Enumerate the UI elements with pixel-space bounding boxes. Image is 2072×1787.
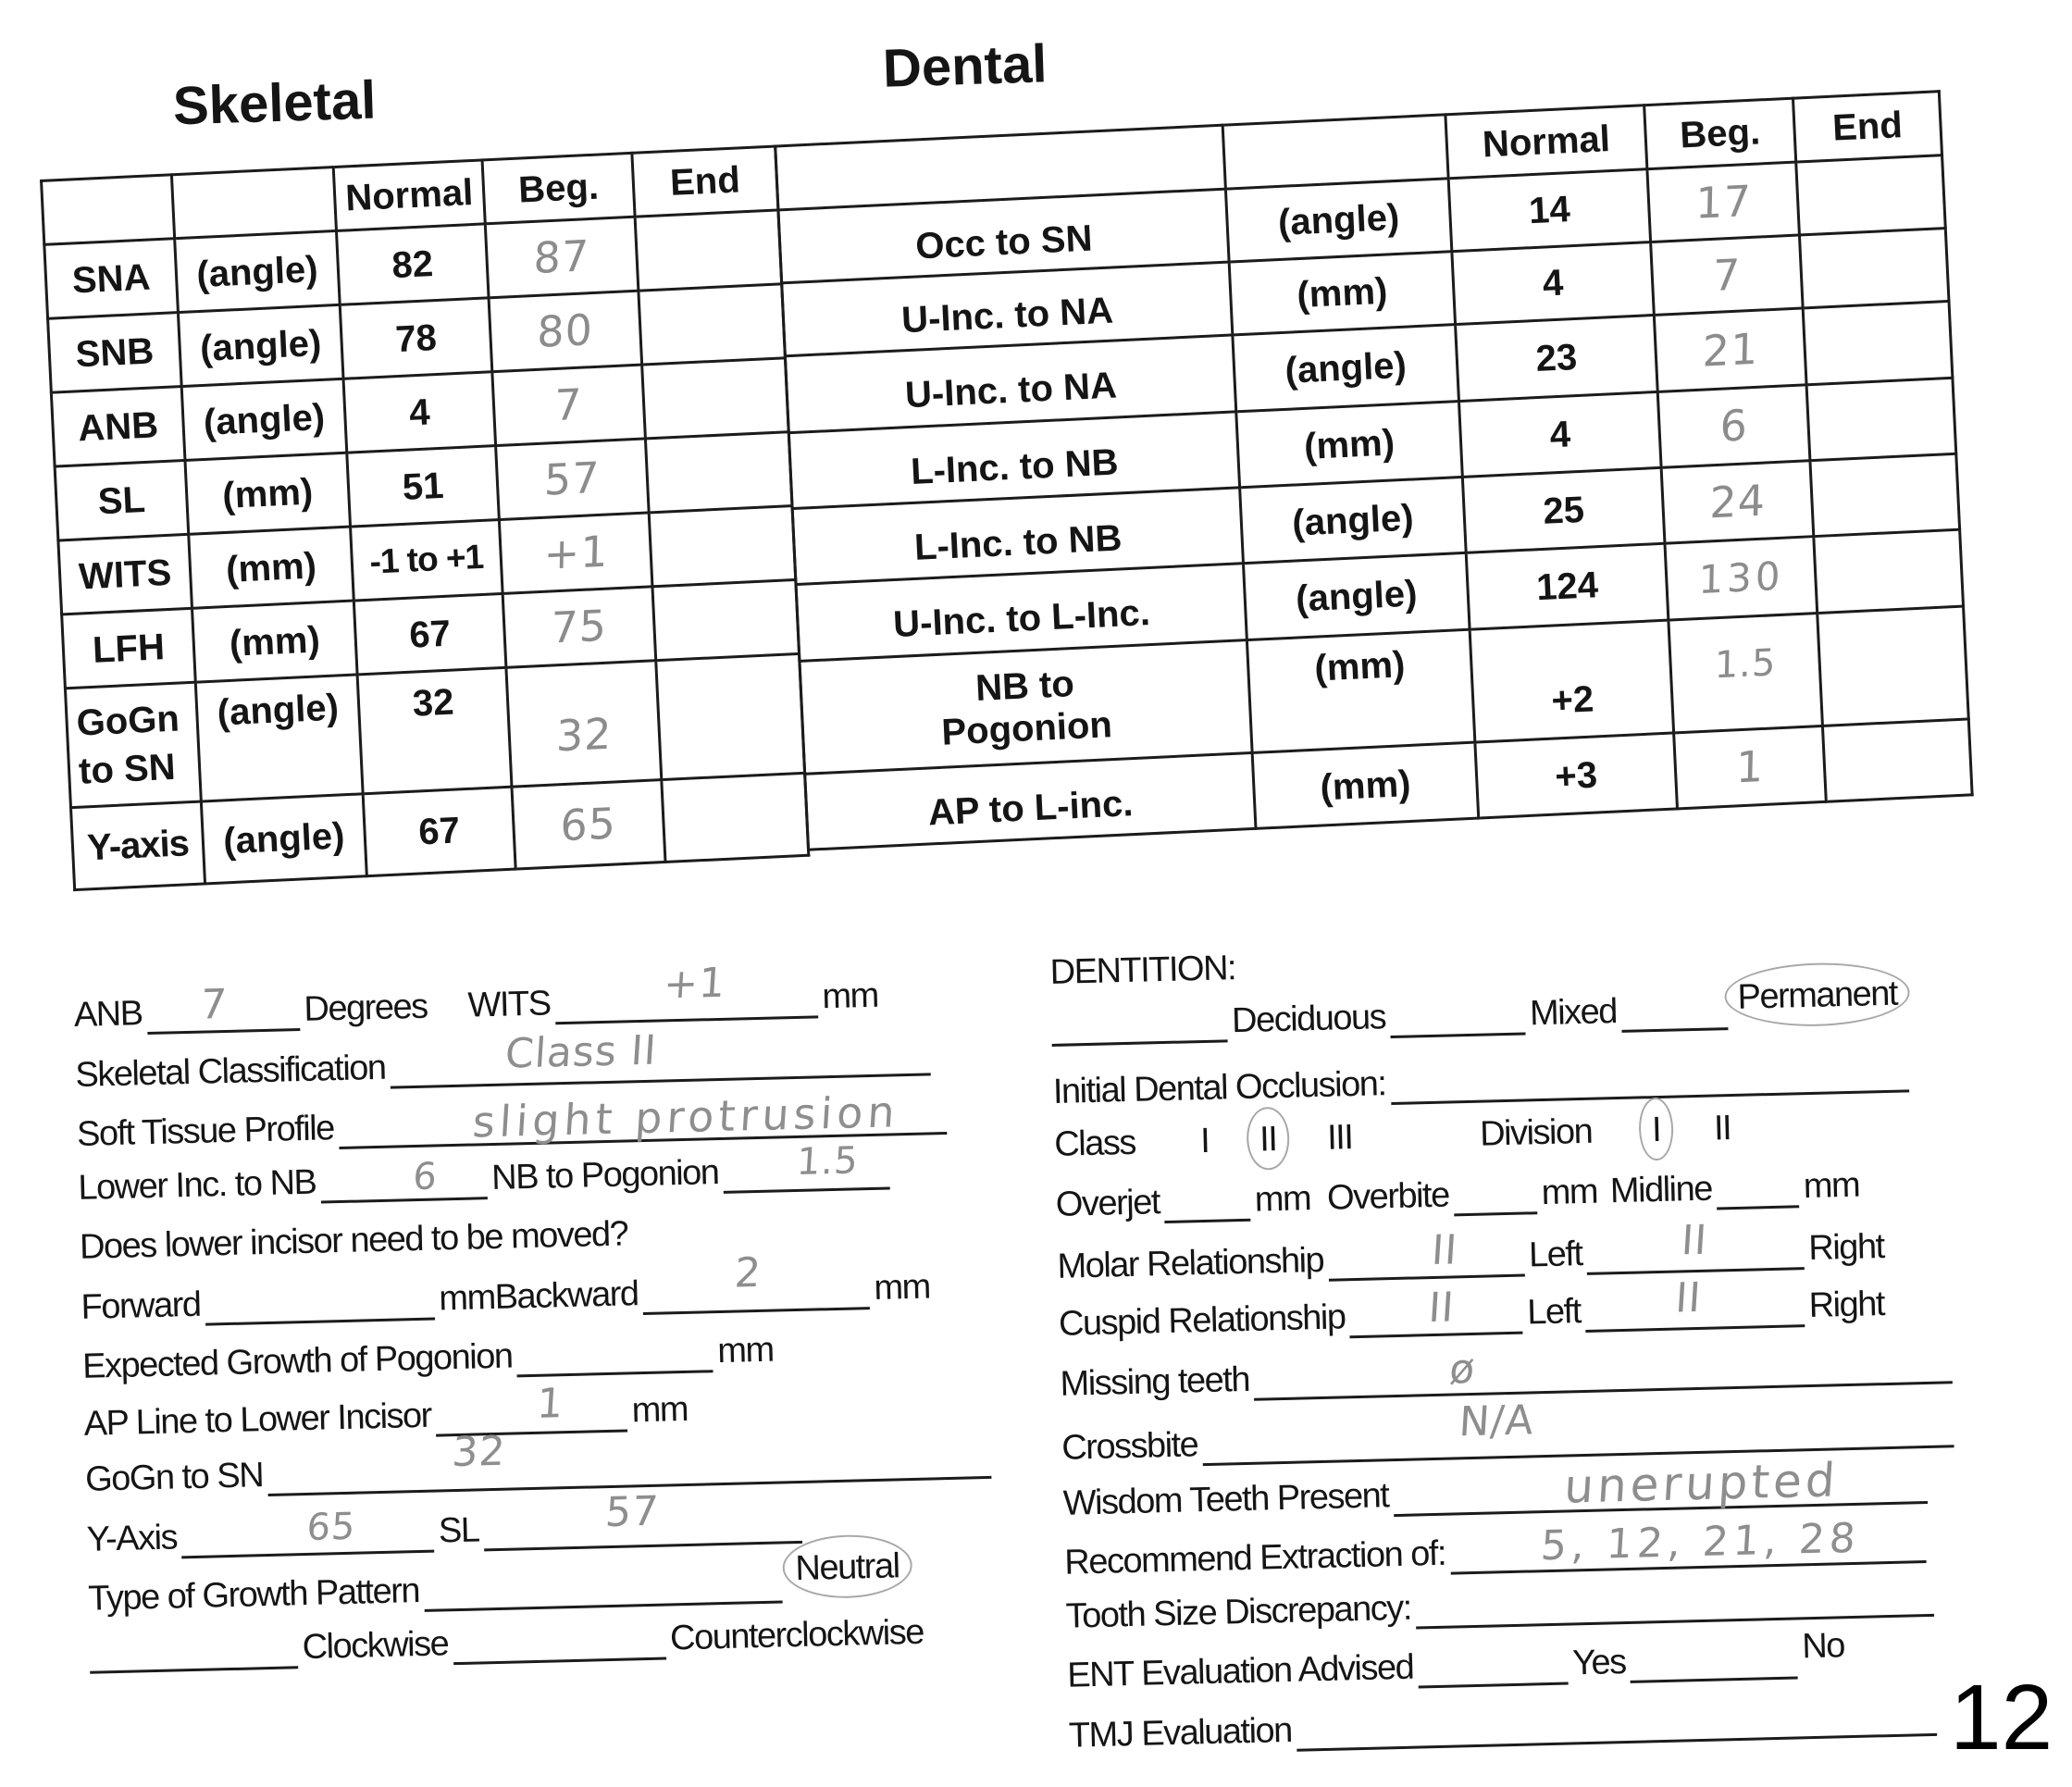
header-empty-cell <box>171 168 336 239</box>
molar-left-field <box>1328 1226 1525 1282</box>
dentition-title-line <box>1049 941 1236 994</box>
beg-value: 57 <box>543 452 602 505</box>
skeletal-summary-section <box>73 958 1026 1683</box>
normal-cell: 25 <box>1462 467 1665 552</box>
unit-cell: (angle) <box>178 304 343 386</box>
ent-label: ENT Evaluation Advised <box>1066 1647 1414 1695</box>
overjet-field <box>1163 1176 1250 1223</box>
division-option-1: I <box>1651 1110 1661 1150</box>
normal-cell: +3 <box>1475 733 1678 818</box>
normal-cell: 4 <box>1452 242 1654 325</box>
measure-cell: U-Inc. to NA <box>782 262 1233 356</box>
normal-cell: 32 <box>357 667 512 793</box>
backward-field <box>642 1248 870 1315</box>
ap-line-label: AP Line to Lower Incisor <box>83 1396 432 1444</box>
end-cell <box>1799 229 1949 308</box>
wits-field <box>554 959 818 1024</box>
beg-cell <box>512 780 665 870</box>
growth-pattern-label: Type of Growth Pattern <box>87 1571 420 1619</box>
dentition-option-mixed: Mixed <box>1529 992 1618 1034</box>
unit-cell: (angle) <box>1233 325 1459 412</box>
end-cell <box>1803 301 1953 384</box>
unit-cell: (mm) <box>1247 629 1474 752</box>
skeletal-classification-field <box>390 1026 931 1088</box>
unit-cell: (angle) <box>181 378 347 460</box>
forward-unit: mm <box>438 1277 496 1319</box>
end-cell <box>652 580 800 661</box>
extraction-field <box>1449 1514 1926 1575</box>
class-option-3: III <box>1326 1118 1353 1158</box>
division-option-2: II <box>1713 1109 1731 1148</box>
y-axis-sl-line <box>86 1487 807 1561</box>
molar-right-field <box>1586 1216 1805 1275</box>
normal-cell: -1 to +1 <box>351 520 503 601</box>
overbite-unit: mm <box>1541 1172 1598 1213</box>
beg-value: 21 <box>1701 323 1759 377</box>
cuspid-right-value: II <box>1673 1273 1703 1322</box>
expected-growth-field <box>516 1327 713 1377</box>
beg-value: +1 <box>542 526 609 579</box>
class-option-1: I <box>1199 1121 1210 1161</box>
dental-table <box>774 90 1974 851</box>
molar-right-label: Right <box>1807 1227 1885 1269</box>
beg-cell <box>1674 726 1827 808</box>
beg-cell <box>499 513 652 594</box>
forward-field <box>205 1275 435 1326</box>
beg-cell <box>496 439 650 520</box>
division-label: Division <box>1479 1111 1593 1154</box>
cuspid-right-field <box>1584 1273 1805 1333</box>
anb-field <box>146 980 300 1035</box>
sl-field <box>483 1487 802 1551</box>
wisdom-teeth-field <box>1393 1453 1928 1517</box>
end-cell <box>639 284 786 365</box>
beg-value: 32 <box>555 708 614 761</box>
beg-value: 24 <box>1708 475 1767 528</box>
dentition-option-deciduous: Deciduous <box>1231 998 1386 1041</box>
incisor-question: Does lower incisor need to be moved? <box>79 1214 628 1267</box>
backward-label: Backward <box>494 1274 639 1317</box>
growth-option-clockwise: Clockwise <box>302 1624 449 1668</box>
normal-cell: 4 <box>1458 391 1661 477</box>
skeletal-table <box>40 144 810 891</box>
measure-cell: Occ to SN <box>778 189 1229 283</box>
end-cell <box>635 210 782 291</box>
overbite-label: Overbite <box>1326 1175 1450 1218</box>
unit-cell: (angle) <box>201 794 366 884</box>
wits-unit: mm <box>821 975 879 1017</box>
end-cell <box>642 358 789 439</box>
end-cell <box>1822 719 1972 801</box>
beg-cell <box>1647 162 1800 242</box>
end-cell <box>1810 453 1960 536</box>
beg-cell <box>1654 308 1806 391</box>
unit-cell: (mm) <box>1252 742 1479 828</box>
forward-label: Forward <box>81 1284 201 1327</box>
permanent-field <box>1620 985 1728 1033</box>
extraction-value: 5, 12, 21, 28 <box>1539 1514 1862 1570</box>
measure-cell: SL <box>55 460 189 540</box>
end-cell <box>649 506 796 587</box>
measure-cell: L-Inc. to NB <box>792 488 1243 585</box>
growth-option-counterclockwise: Counterclockwise <box>669 1612 924 1658</box>
anb-value: 7 <box>198 980 229 1029</box>
cuspid-left-field <box>1349 1284 1523 1339</box>
counterclockwise-field <box>453 1615 666 1666</box>
tooth-size-field <box>1415 1571 1934 1630</box>
molar-label: Molar Relationship <box>1057 1240 1324 1286</box>
measure-cell: SNA <box>44 239 179 319</box>
measure-cell <box>800 640 1252 775</box>
ap-line-line <box>83 1380 689 1446</box>
measure-text: GoGn to SN <box>75 698 180 792</box>
unit-cell: (mm) <box>1229 252 1455 335</box>
header-beg: Beg. <box>482 153 635 224</box>
question-line <box>79 1207 627 1268</box>
beg-value: 1 <box>1735 740 1765 793</box>
beg-cell <box>489 291 642 372</box>
tmj-field <box>1296 1691 1937 1752</box>
measure-cell: Y-axis <box>71 801 205 890</box>
wits-value: +1 <box>662 959 727 1009</box>
dentition-section <box>1049 921 2006 1757</box>
crossbite-field <box>1202 1396 1954 1466</box>
ap-line-unit: mm <box>631 1389 689 1431</box>
wits-label: WITS <box>467 984 552 1025</box>
dental-title: Dental <box>882 33 1048 99</box>
beg-cell <box>485 217 639 298</box>
end-cell <box>1806 378 1956 460</box>
soft-tissue-profile-label: Soft Tissue Profile <box>76 1109 335 1154</box>
nb-to-pogonion-field <box>723 1139 890 1194</box>
beg-value: 80 <box>537 304 594 357</box>
measure-cell <box>65 682 201 807</box>
unit-cell: (mm) <box>185 453 351 534</box>
tmj-line <box>1068 1688 1942 1757</box>
overjet-unit: mm <box>1254 1179 1311 1220</box>
initial-occlusion-label: Initial Dental Occlusion: <box>1052 1064 1386 1111</box>
unit-cell: (angle) <box>1225 179 1451 262</box>
clockwise-field <box>89 1623 298 1673</box>
header-normal: Normal <box>1445 105 1647 179</box>
missing-teeth-label: Missing teeth <box>1060 1359 1250 1404</box>
end-cell <box>1796 155 1946 235</box>
unit-cell: (angle) <box>1243 552 1470 639</box>
missing-teeth-line <box>1060 1335 1957 1406</box>
expected-growth-line <box>81 1323 774 1388</box>
measure-cell: U-Inc. to NA <box>785 335 1235 433</box>
cuspid-label: Cuspid Relationship <box>1058 1297 1346 1344</box>
measure-cell: U-Inc. to L-Inc. <box>796 564 1247 662</box>
ent-no-label: No <box>1801 1626 1845 1667</box>
molar-line <box>1057 1216 1885 1288</box>
tmj-label: TMJ Evaluation <box>1068 1710 1293 1756</box>
class-option-2: II <box>1259 1120 1277 1160</box>
overjet-line <box>1055 1159 1859 1226</box>
beg-value: 1.5 <box>1713 640 1777 687</box>
y-axis-field <box>180 1505 434 1559</box>
deciduous-field <box>1051 997 1228 1047</box>
ent-yes-label: Yes <box>1571 1643 1627 1683</box>
beg-cell <box>502 587 656 668</box>
beg-cell <box>1665 537 1818 620</box>
normal-cell: 67 <box>363 787 515 875</box>
anb-wits-line <box>73 959 879 1036</box>
gogn-to-sn-field <box>267 1427 991 1496</box>
skeletal-classification-label: Skeletal Classification <box>74 1048 387 1095</box>
backward-value: 2 <box>733 1248 763 1297</box>
normal-cell: +2 <box>1470 620 1674 742</box>
gogn-to-sn-label: GoGn to SN <box>84 1456 264 1499</box>
crossbite-label: Crossbite <box>1061 1425 1198 1468</box>
initial-occlusion-field <box>1390 1047 1909 1105</box>
normal-cell: 4 <box>343 372 496 453</box>
beg-value: 7 <box>553 378 584 431</box>
ap-line-value: 1 <box>535 1380 566 1428</box>
backward-unit: mm <box>873 1267 931 1308</box>
normal-cell: 51 <box>347 446 500 527</box>
midline-field <box>1716 1162 1799 1210</box>
beg-value: 130 <box>1697 552 1784 602</box>
tooth-size-label: Tooth Size Discrepancy: <box>1065 1588 1412 1636</box>
cuspid-right-label: Right <box>1808 1284 1885 1326</box>
page-number: 12 <box>1950 1666 2053 1769</box>
measure-cell: AP to L-inc. <box>805 752 1256 850</box>
normal-cell: 67 <box>354 593 506 674</box>
header-end: End <box>632 146 778 217</box>
dentition-title: DENTITION: <box>1049 949 1236 992</box>
growth-pattern-field <box>423 1557 782 1611</box>
ent-no-field <box>1630 1633 1798 1682</box>
sl-label: SL <box>438 1510 479 1551</box>
ent-yes-field <box>1418 1640 1569 1689</box>
normal-cell: 78 <box>340 298 492 378</box>
dentition-option-permanent: Permanent <box>1737 974 1898 1017</box>
y-axis-value: 65 <box>305 1505 358 1550</box>
overbite-field <box>1453 1169 1537 1216</box>
cuspid-line <box>1058 1273 1885 1346</box>
cephalometric-tables <box>40 90 1974 891</box>
midline-unit: mm <box>1803 1165 1860 1207</box>
missing-teeth-value: ø <box>1448 1345 1478 1394</box>
missing-teeth-field <box>1253 1338 1953 1400</box>
unit-cell: (angle) <box>1240 477 1467 563</box>
mixed-field <box>1389 989 1525 1038</box>
growth-option-neutral: Neutral <box>794 1546 900 1589</box>
cuspid-left-value: II <box>1427 1284 1457 1333</box>
y-axis-label: Y-Axis <box>86 1518 178 1559</box>
measure-cell: WITS <box>58 534 192 614</box>
anb-unit: Degrees <box>303 987 428 1029</box>
crossbite-value: N/A <box>1458 1396 1536 1446</box>
normal-cell: 82 <box>336 224 489 304</box>
skeletal-title: Skeletal <box>172 69 378 137</box>
measure-cell: SNB <box>48 313 182 393</box>
molar-right-value: II <box>1680 1216 1709 1265</box>
wisdom-teeth-value: unerupted <box>1562 1453 1841 1514</box>
expected-growth-unit: mm <box>716 1330 775 1371</box>
end-cell <box>662 773 809 862</box>
beg-value: 17 <box>1694 175 1753 229</box>
unit-cell: (mm) <box>1236 402 1463 488</box>
unit-cell: (mm) <box>189 527 354 608</box>
header-empty-cell <box>42 175 175 245</box>
soft-tissue-profile-value: slight protrusion <box>470 1086 901 1148</box>
molar-left-value: II <box>1430 1226 1459 1275</box>
beg-value: 65 <box>560 797 617 850</box>
end-cell <box>1814 529 1964 613</box>
header-normal: Normal <box>333 160 485 231</box>
skeletal-classification-value: Class II <box>503 1026 659 1078</box>
gogn-to-sn-value: 32 <box>450 1427 508 1477</box>
lower-inc-to-nb-value: 6 <box>411 1155 440 1199</box>
extraction-label: Recommend Extraction of: <box>1063 1533 1446 1582</box>
measure-cell: LFH <box>62 608 196 689</box>
beg-cell <box>1657 385 1810 467</box>
beg-cell <box>492 365 646 446</box>
measure-text: NB to Pogonion <box>940 663 1113 753</box>
beg-value: 7 <box>1712 249 1742 301</box>
unit-cell: (angle) <box>175 230 341 312</box>
beg-value: 75 <box>551 600 608 653</box>
beg-value: 6 <box>1718 400 1749 452</box>
header-beg: Beg. <box>1644 98 1796 169</box>
nb-to-pogonion-label: NB to Pogonion <box>490 1153 719 1198</box>
beg-value: 87 <box>533 230 590 284</box>
ent-line <box>1066 1626 1845 1697</box>
midline-label: Midline <box>1609 1169 1713 1211</box>
molar-left-label: Left <box>1528 1235 1582 1275</box>
expected-growth-label: Expected Growth of Pogonion <box>81 1336 513 1386</box>
unit-cell: (mm) <box>192 601 358 682</box>
end-cell <box>656 653 805 779</box>
normal-cell: 124 <box>1466 543 1669 629</box>
beg-cell <box>1669 614 1823 733</box>
sl-value: 57 <box>603 1487 661 1537</box>
normal-cell: 14 <box>1448 169 1650 252</box>
class-label: Class <box>1053 1123 1136 1164</box>
beg-cell <box>506 661 662 787</box>
nb-to-pogonion-value: 1.5 <box>795 1139 861 1184</box>
forward-backward-line <box>81 1248 931 1328</box>
end-cell <box>1818 606 1969 726</box>
end-cell <box>645 432 792 513</box>
measure-cell: ANB <box>51 387 185 467</box>
lower-inc-to-nb-label: Lower Inc. to NB <box>77 1162 316 1208</box>
lower-inc-to-nb-field <box>320 1154 488 1203</box>
header-end: End <box>1793 92 1942 162</box>
unit-cell: (angle) <box>195 675 363 801</box>
measure-cell: L-Inc. to NB <box>788 412 1239 509</box>
beg-cell <box>1661 461 1814 543</box>
beg-cell <box>1651 235 1804 315</box>
overjet-label: Overjet <box>1055 1183 1160 1224</box>
skeletal-classification-line <box>75 1027 936 1097</box>
header-empty-cell <box>1222 115 1448 189</box>
normal-cell: 23 <box>1456 315 1658 401</box>
cuspid-left-label: Left <box>1526 1292 1582 1333</box>
anb-label: ANB <box>73 994 143 1035</box>
wisdom-teeth-label: Wisdom Teeth Present <box>1062 1476 1389 1523</box>
